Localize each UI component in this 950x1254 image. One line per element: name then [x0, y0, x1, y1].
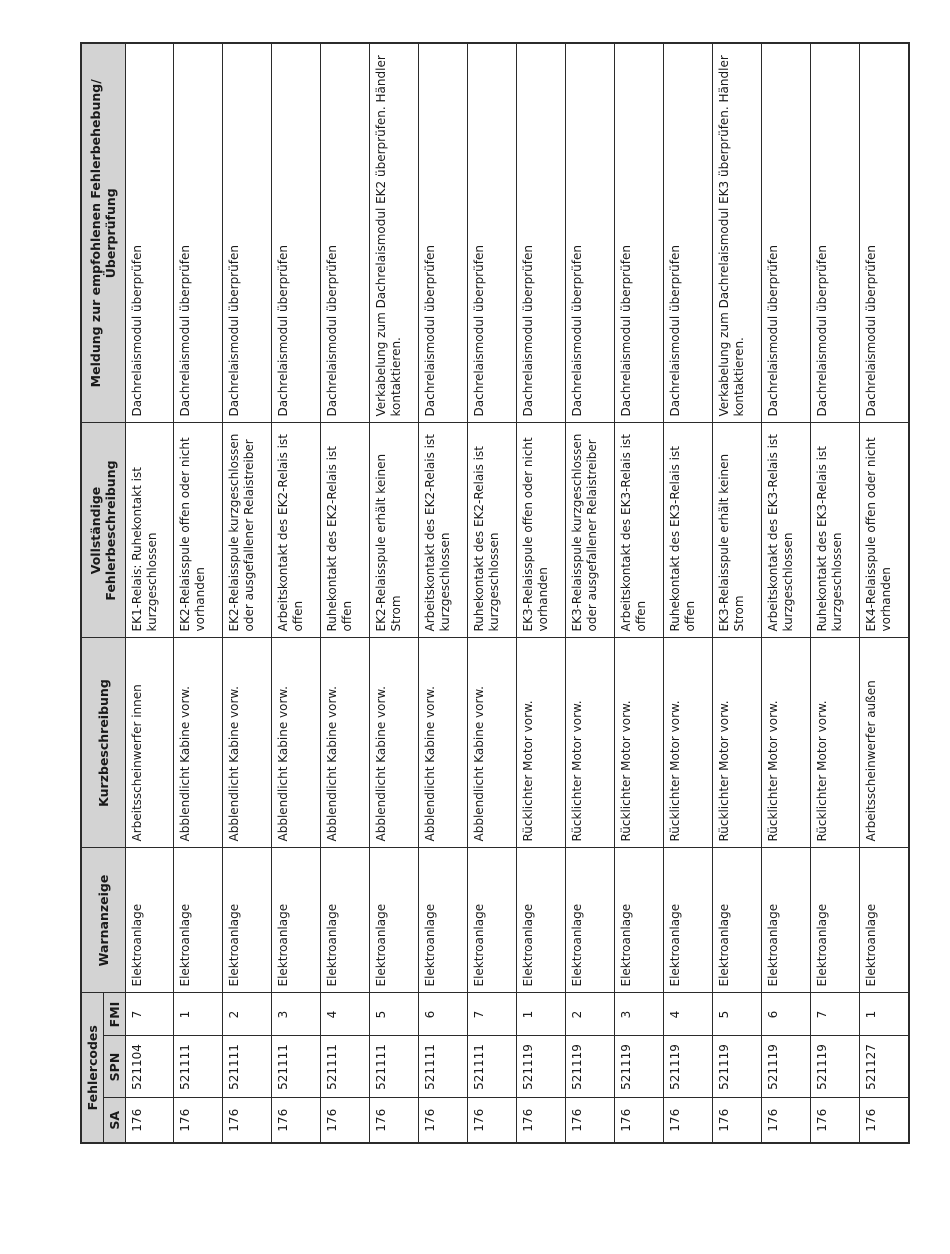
cell-spn: 521119	[761, 1036, 810, 1098]
cell-voll: Ruhekontakt des EK2-Relais ist kurzgeschlossen	[468, 423, 517, 638]
cell-warn: Elektroanlage	[517, 848, 566, 993]
cell-warn: Elektroanlage	[615, 848, 664, 993]
cell-kurz: Abblendlicht Kabine vorw.	[321, 638, 370, 848]
cell-voll: Ruhekontakt des EK2-Relais ist offen	[321, 423, 370, 638]
cell-spn: 521119	[663, 1036, 712, 1098]
cell-warn: Elektroanlage	[223, 848, 272, 993]
cell-kurz: Rücklichter Motor vorw.	[517, 638, 566, 848]
cell-warn: Elektroanlage	[419, 848, 468, 993]
table-row	[663, 43, 712, 1143]
cell-warn: Elektroanlage	[174, 848, 223, 993]
cell-kurz: Arbeitsscheinwerfer innen	[125, 638, 174, 848]
cell-sa: 176	[615, 1098, 664, 1143]
cell-spn: 521111	[370, 1036, 419, 1098]
cell-kurz: Rücklichter Motor vorw.	[663, 638, 712, 848]
fault-code-table	[80, 42, 910, 1144]
cell-sa: 176	[761, 1098, 810, 1143]
table-body	[125, 43, 909, 1143]
cell-voll: Arbeitskontakt des EK3-Relais ist offen	[615, 423, 664, 638]
cell-fmi: 3	[615, 993, 664, 1036]
header-spn: SPN	[103, 1036, 125, 1098]
cell-voll: Ruhekontakt des EK3-Relais ist offen	[663, 423, 712, 638]
cell-meldung: Dachrelaismodul überprüfen	[566, 43, 615, 423]
cell-meldung: Dachrelaismodul überprüfen	[223, 43, 272, 423]
cell-fmi: 1	[174, 993, 223, 1036]
cell-voll: Ruhekontakt des EK3-Relais ist kurzgeschlossen	[810, 423, 859, 638]
cell-fmi: 7	[810, 993, 859, 1036]
cell-warn: Elektroanlage	[272, 848, 321, 993]
table-row	[174, 43, 223, 1143]
cell-voll: Arbeitskontakt des EK2-Relais ist offen	[272, 423, 321, 638]
cell-kurz: Arbeitsscheinwerfer außen	[859, 638, 909, 848]
cell-sa: 176	[810, 1098, 859, 1143]
cell-meldung: Dachrelaismodul überprüfen	[615, 43, 664, 423]
cell-warn: Elektroanlage	[468, 848, 517, 993]
cell-sa: 176	[272, 1098, 321, 1143]
cell-spn: 521111	[468, 1036, 517, 1098]
cell-fmi: 7	[468, 993, 517, 1036]
cell-fmi: 2	[566, 993, 615, 1036]
table-row	[272, 43, 321, 1143]
cell-kurz: Rücklichter Motor vorw.	[761, 638, 810, 848]
cell-sa: 176	[712, 1098, 761, 1143]
cell-fmi: 7	[125, 993, 174, 1036]
cell-meldung: Dachrelaismodul überprüfen	[810, 43, 859, 423]
cell-warn: Elektroanlage	[859, 848, 909, 993]
table-row	[419, 43, 468, 1143]
cell-kurz: Rücklichter Motor vorw.	[566, 638, 615, 848]
cell-kurz: Abblendlicht Kabine vorw.	[272, 638, 321, 848]
cell-fmi: 6	[761, 993, 810, 1036]
table-row	[615, 43, 664, 1143]
cell-fmi: 1	[859, 993, 909, 1036]
cell-kurz: Abblendlicht Kabine vorw.	[468, 638, 517, 848]
cell-fmi: 5	[370, 993, 419, 1036]
cell-fmi: 4	[321, 993, 370, 1036]
table-row	[859, 43, 909, 1143]
cell-warn: Elektroanlage	[125, 848, 174, 993]
cell-fmi: 2	[223, 993, 272, 1036]
cell-warn: Elektroanlage	[761, 848, 810, 993]
cell-voll: EK2-Relaisspule erhält keinen Strom	[370, 423, 419, 638]
cell-kurz: Abblendlicht Kabine vorw.	[174, 638, 223, 848]
cell-spn: 521127	[859, 1036, 909, 1098]
cell-voll: EK2-Relaisspule offen oder nicht vorhanden	[174, 423, 223, 638]
cell-voll: EK1-Relais: Ruhekontakt ist kurzgeschlossen	[125, 423, 174, 638]
table-row	[468, 43, 517, 1143]
cell-spn: 521111	[174, 1036, 223, 1098]
cell-spn: 521119	[517, 1036, 566, 1098]
cell-meldung: Dachrelaismodul überprüfen	[174, 43, 223, 423]
cell-fmi: 3	[272, 993, 321, 1036]
cell-spn: 521119	[615, 1036, 664, 1098]
cell-sa: 176	[517, 1098, 566, 1143]
header-kurzbeschreibung: Kurzbeschreibung	[81, 638, 125, 848]
cell-spn: 521119	[810, 1036, 859, 1098]
cell-meldung: Dachrelaismodul überprüfen	[468, 43, 517, 423]
cell-warn: Elektroanlage	[810, 848, 859, 993]
cell-voll: EK3-Relaisspule offen oder nicht vorhanden	[517, 423, 566, 638]
cell-meldung: Dachrelaismodul überprüfen	[272, 43, 321, 423]
header-meldung: Meldung zur empfohlenen Fehlerbehebung/Überprüfung	[81, 43, 125, 423]
cell-sa: 176	[468, 1098, 517, 1143]
header-fehlercodes: Fehlercodes	[81, 993, 103, 1143]
cell-voll: EK3-Relaisspule kurzgeschlossen oder ausgefallener Relaistreiber	[566, 423, 615, 638]
cell-meldung: Dachrelaismodul überprüfen	[859, 43, 909, 423]
cell-meldung: Dachrelaismodul überprüfen	[761, 43, 810, 423]
cell-fmi: 6	[419, 993, 468, 1036]
cell-kurz: Abblendlicht Kabine vorw.	[223, 638, 272, 848]
cell-kurz: Rücklichter Motor vorw.	[810, 638, 859, 848]
cell-meldung: Verkabelung zum Dachrelaismodul EK3 überprüfen. Händler kontaktieren.	[712, 43, 761, 423]
cell-kurz: Rücklichter Motor vorw.	[615, 638, 664, 848]
cell-warn: Elektroanlage	[712, 848, 761, 993]
cell-meldung: Dachrelaismodul überprüfen	[663, 43, 712, 423]
header-warnanzeige: Warnanzeige	[81, 848, 125, 993]
cell-meldung: Dachrelaismodul überprüfen	[419, 43, 468, 423]
header-sa: SA	[103, 1098, 125, 1143]
cell-spn: 521111	[419, 1036, 468, 1098]
cell-spn: 521111	[272, 1036, 321, 1098]
table-row	[712, 43, 761, 1143]
cell-kurz: Abblendlicht Kabine vorw.	[370, 638, 419, 848]
table-row	[370, 43, 419, 1143]
cell-sa: 176	[566, 1098, 615, 1143]
cell-sa: 176	[174, 1098, 223, 1143]
cell-warn: Elektroanlage	[370, 848, 419, 993]
cell-voll: Arbeitskontakt des EK2-Relais ist kurzgeschlossen	[419, 423, 468, 638]
cell-warn: Elektroanlage	[566, 848, 615, 993]
cell-sa: 176	[859, 1098, 909, 1143]
cell-voll: EK2-Relaisspule kurzgeschlossen oder ausgefallener Relaistreiber	[223, 423, 272, 638]
table-row	[125, 43, 174, 1143]
table-row	[517, 43, 566, 1143]
cell-spn: 521104	[125, 1036, 174, 1098]
cell-sa: 176	[223, 1098, 272, 1143]
table-row	[566, 43, 615, 1143]
cell-fmi: 4	[663, 993, 712, 1036]
cell-sa: 176	[321, 1098, 370, 1143]
cell-spn: 521111	[321, 1036, 370, 1098]
table-row	[321, 43, 370, 1143]
cell-sa: 176	[419, 1098, 468, 1143]
rotated-page	[80, 44, 910, 1144]
table-row	[810, 43, 859, 1143]
cell-voll: EK4-Relaisspule offen oder nicht vorhanden	[859, 423, 909, 638]
cell-meldung: Verkabelung zum Dachrelaismodul EK2 überprüfen. Händler kontaktieren.	[370, 43, 419, 423]
cell-spn: 521111	[223, 1036, 272, 1098]
cell-meldung: Dachrelaismodul überprüfen	[517, 43, 566, 423]
cell-meldung: Dachrelaismodul überprüfen	[321, 43, 370, 423]
cell-fmi: 1	[517, 993, 566, 1036]
cell-voll: EK3-Relaisspule erhält keinen Strom	[712, 423, 761, 638]
header-fmi: FMI	[103, 993, 125, 1036]
cell-spn: 521119	[566, 1036, 615, 1098]
table-row	[223, 43, 272, 1143]
cell-sa: 176	[125, 1098, 174, 1143]
cell-sa: 176	[663, 1098, 712, 1143]
cell-meldung: Dachrelaismodul überprüfen	[125, 43, 174, 423]
cell-spn: 521119	[712, 1036, 761, 1098]
cell-voll: Arbeitskontakt des EK3-Relais ist kurzgeschlossen	[761, 423, 810, 638]
cell-kurz: Abblendlicht Kabine vorw.	[419, 638, 468, 848]
cell-warn: Elektroanlage	[321, 848, 370, 993]
header-vollstaendige: Vollständige Fehlerbeschreibung	[81, 423, 125, 638]
cell-fmi: 5	[712, 993, 761, 1036]
cell-sa: 176	[370, 1098, 419, 1143]
table-row	[761, 43, 810, 1143]
cell-warn: Elektroanlage	[663, 848, 712, 993]
cell-kurz: Rücklichter Motor vorw.	[712, 638, 761, 848]
